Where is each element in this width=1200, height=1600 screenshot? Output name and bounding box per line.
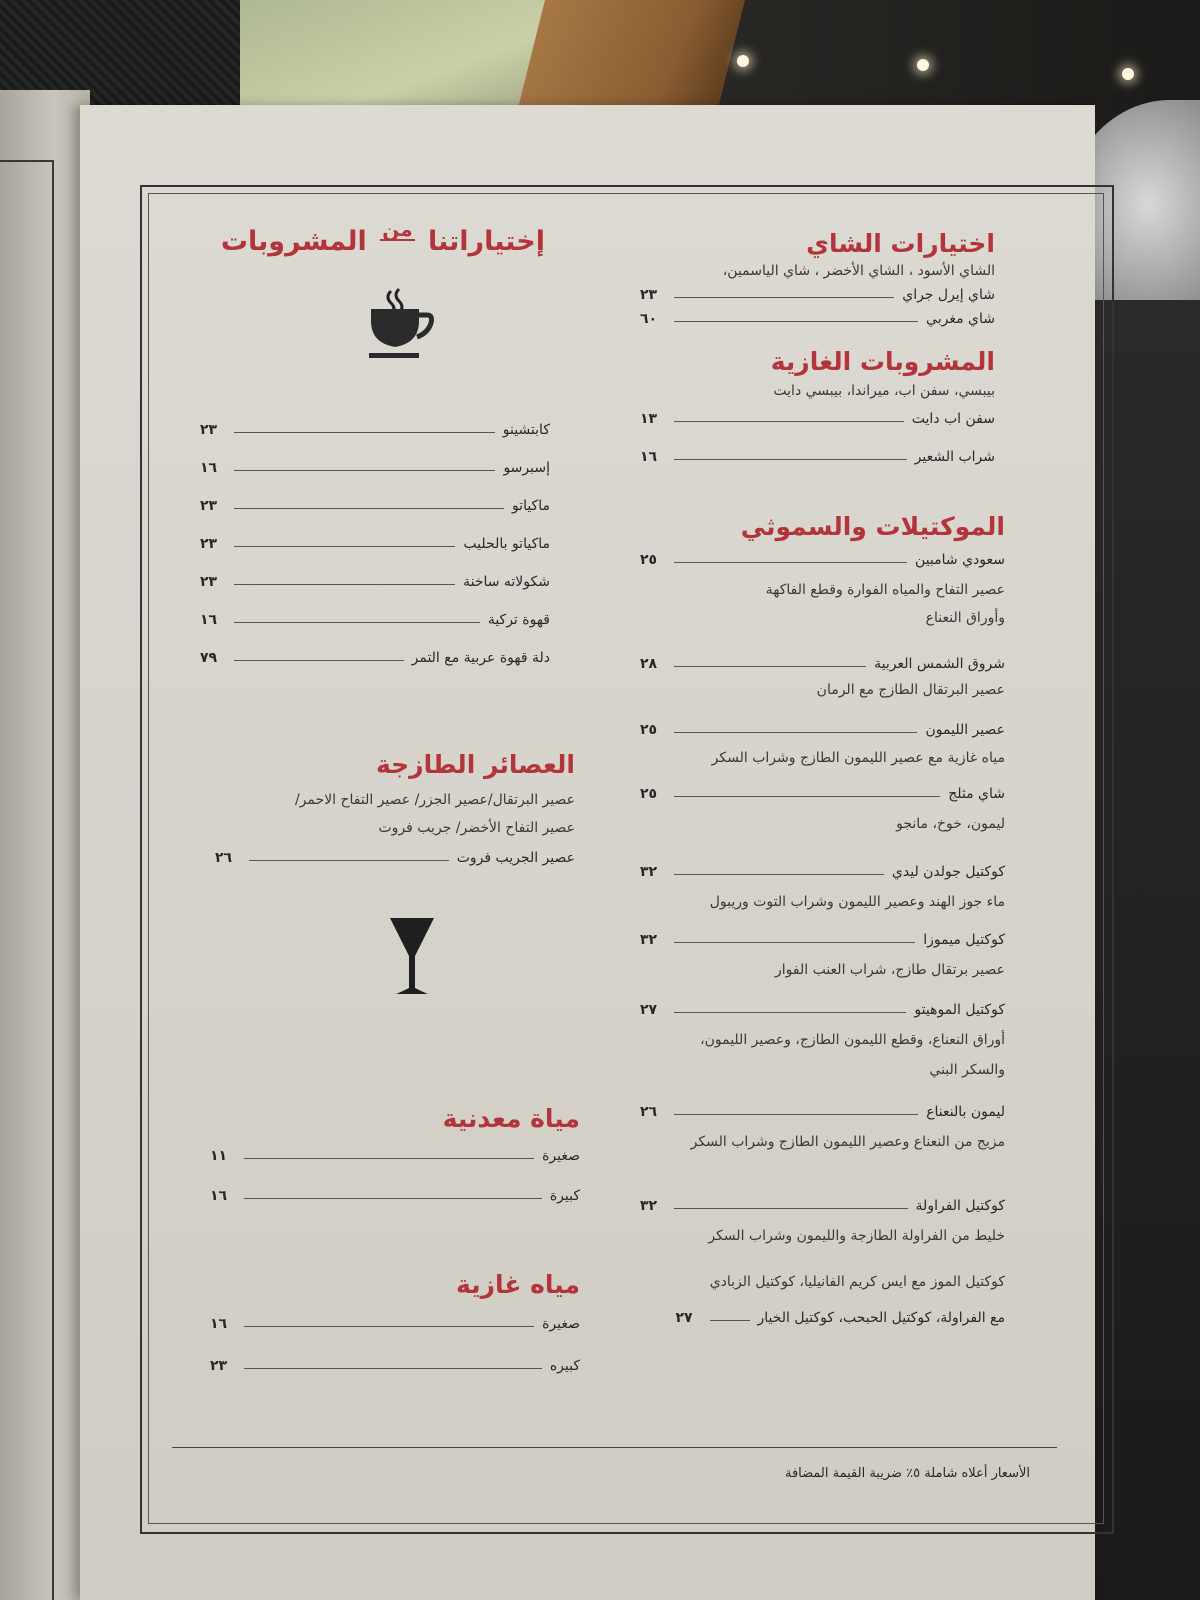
water-section [210, 1102, 580, 1208]
item-description: مزيج من النعناع وعصير الليمون الطازج وشراب السكر [690, 1134, 1005, 1150]
menu-item: كابتشينو ٢٣ [200, 422, 550, 438]
cocktail-entry [640, 782, 1005, 836]
menu-item: عصير الجريب فروت ٢٦ [215, 850, 575, 866]
cocktail-entry [640, 998, 1005, 1082]
cocktail-entry [640, 718, 1005, 770]
cocktail-entry [640, 548, 1005, 630]
menu-item: إسبرسو ١٦ [200, 460, 550, 476]
item-description: عصير البرتقال الطازج مع الرمان [816, 682, 1005, 698]
cocktail-entry [640, 860, 1005, 914]
menu-item: ماكياتو بالحليب ٢٣ [200, 536, 550, 552]
menu-item: شاي إيرل جراي ٢٣ [640, 287, 995, 303]
item-description: أوراق النعناع، وقطع الليمون الطازج، وعصير الليمون، [700, 1032, 1005, 1048]
menu-item: شاي مغربي ٦٠ [640, 311, 995, 327]
menu-item: عصير الليمون ٢٥ [640, 722, 1005, 738]
menu-item: صغيرة ١١ [210, 1148, 580, 1164]
cocktail-entry [640, 652, 1005, 702]
footer-vat-note: الأسعار أعلاه شاملة ٥٪ ضريبة القيمة المضافة [784, 1466, 1030, 1481]
menu-item: شروق الشمس العربية ٢٨ [640, 656, 1005, 672]
menu-item: شاي مثلج ٢٥ [640, 786, 1005, 802]
menu-item: صغيرة ١٦ [210, 1316, 580, 1332]
section-title: مياة معدنية [442, 1104, 580, 1133]
item-description: ليمون، خوخ، مانجو [896, 816, 1005, 832]
martini-glass-icon [388, 916, 436, 1006]
menu-left-page-edge [0, 90, 90, 1600]
background-wood-panel [515, 0, 745, 120]
menu-item: دلة قهوة عربية مع التمر ٧٩ [200, 650, 550, 666]
item-description: عصير التفاح والمياه الفوارة وقطع الفاكهة [765, 582, 1005, 598]
item-description: عصير برتقال طازج، شراب العنب الفوار [775, 962, 1005, 978]
menu-item: شراب الشعير ١٦ [640, 449, 995, 465]
extra-cocktails-line: كوكتيل الموز مع ايس كريم الفانيليا، كوكتيل الزبادي [709, 1274, 1005, 1290]
ceiling-light [917, 59, 929, 71]
item-description: خليط من الفراولة الطازجة والليمون وشراب السكر [708, 1228, 1005, 1244]
footer-divider [172, 1447, 1057, 1448]
section-description: بيبسي، سفن اب، ميراندا، بيبسي دايت [773, 383, 995, 399]
section-title: الموكتيلات والسموثي [740, 512, 1005, 541]
menu-item: سعودي شامبين ٢٥ [640, 552, 1005, 568]
cocktails-section [640, 510, 1005, 1330]
menu-item: كوكتيل الفراولة ٣٢ [640, 1198, 1005, 1214]
section-title: المشروبات الغازية [770, 347, 995, 376]
menu-item: قهوة تركية ١٦ [200, 612, 550, 628]
item-description: وأوراق النعناع [925, 610, 1005, 626]
ceiling-light [737, 55, 749, 67]
menu-item: مع الفراولة، كوكتيل الحبحب، كوكتيل الخيار ٢٧ [675, 1310, 1005, 1326]
main-title-part3: المشروبات [220, 226, 367, 257]
main-title-part1: إختياراتنا [428, 226, 545, 257]
coffee-cup-icon [365, 287, 440, 367]
item-description: والسكر البني [929, 1062, 1005, 1078]
menu-item: ليمون بالنعناع ٢٦ [640, 1104, 1005, 1120]
item-description: مياه غازية مع عصير الليمون الطازج وشراب السكر [711, 750, 1005, 766]
section-title: مياه غازية [456, 1270, 580, 1299]
cocktail-entry [640, 1100, 1005, 1154]
menu-item: كوكتيل الموهيتو ٢٧ [640, 1002, 1005, 1018]
menu-item: ماكياتو ٢٣ [200, 498, 550, 514]
section-description: الشاي الأسود ، الشاي الأخضر ، شاي الياسمين، [722, 263, 995, 279]
sparkling-water-section [210, 1268, 580, 1378]
soft-drinks-section [640, 345, 995, 469]
section-description: عصير البرتقال/عصير الجزر/ عصير التفاح الاحمر/ [294, 792, 575, 808]
cocktail-entry [640, 928, 1005, 982]
main-title-part2: من [382, 217, 413, 241]
juices-section [215, 748, 575, 870]
menu-item: كبيره ٢٣ [210, 1358, 580, 1374]
menu-item: كبيرة ١٦ [210, 1188, 580, 1204]
section-title: العصائر الطازجة [376, 750, 575, 779]
menu-main-title [215, 217, 545, 257]
menu-item: كوكتيل ميموزا ٣٢ [640, 932, 1005, 948]
tea-section [640, 227, 995, 331]
ceiling-light [1122, 68, 1134, 80]
menu-item: شكولاته ساخنة ٢٣ [200, 574, 550, 590]
cocktail-entry [640, 1194, 1005, 1248]
item-description: ماء جوز الهند وعصير الليمون وشراب التوت وريبول [709, 894, 1005, 910]
section-description: عصير التفاح الأخضر/ جريب فروت [378, 820, 575, 836]
menu-item: سفن اب دايت ١٣ [640, 411, 995, 427]
section-title: اختيارات الشاي [806, 229, 995, 258]
menu-item: كوكتيل جولدن ليدي ٣٢ [640, 864, 1005, 880]
coffee-list [200, 418, 550, 670]
